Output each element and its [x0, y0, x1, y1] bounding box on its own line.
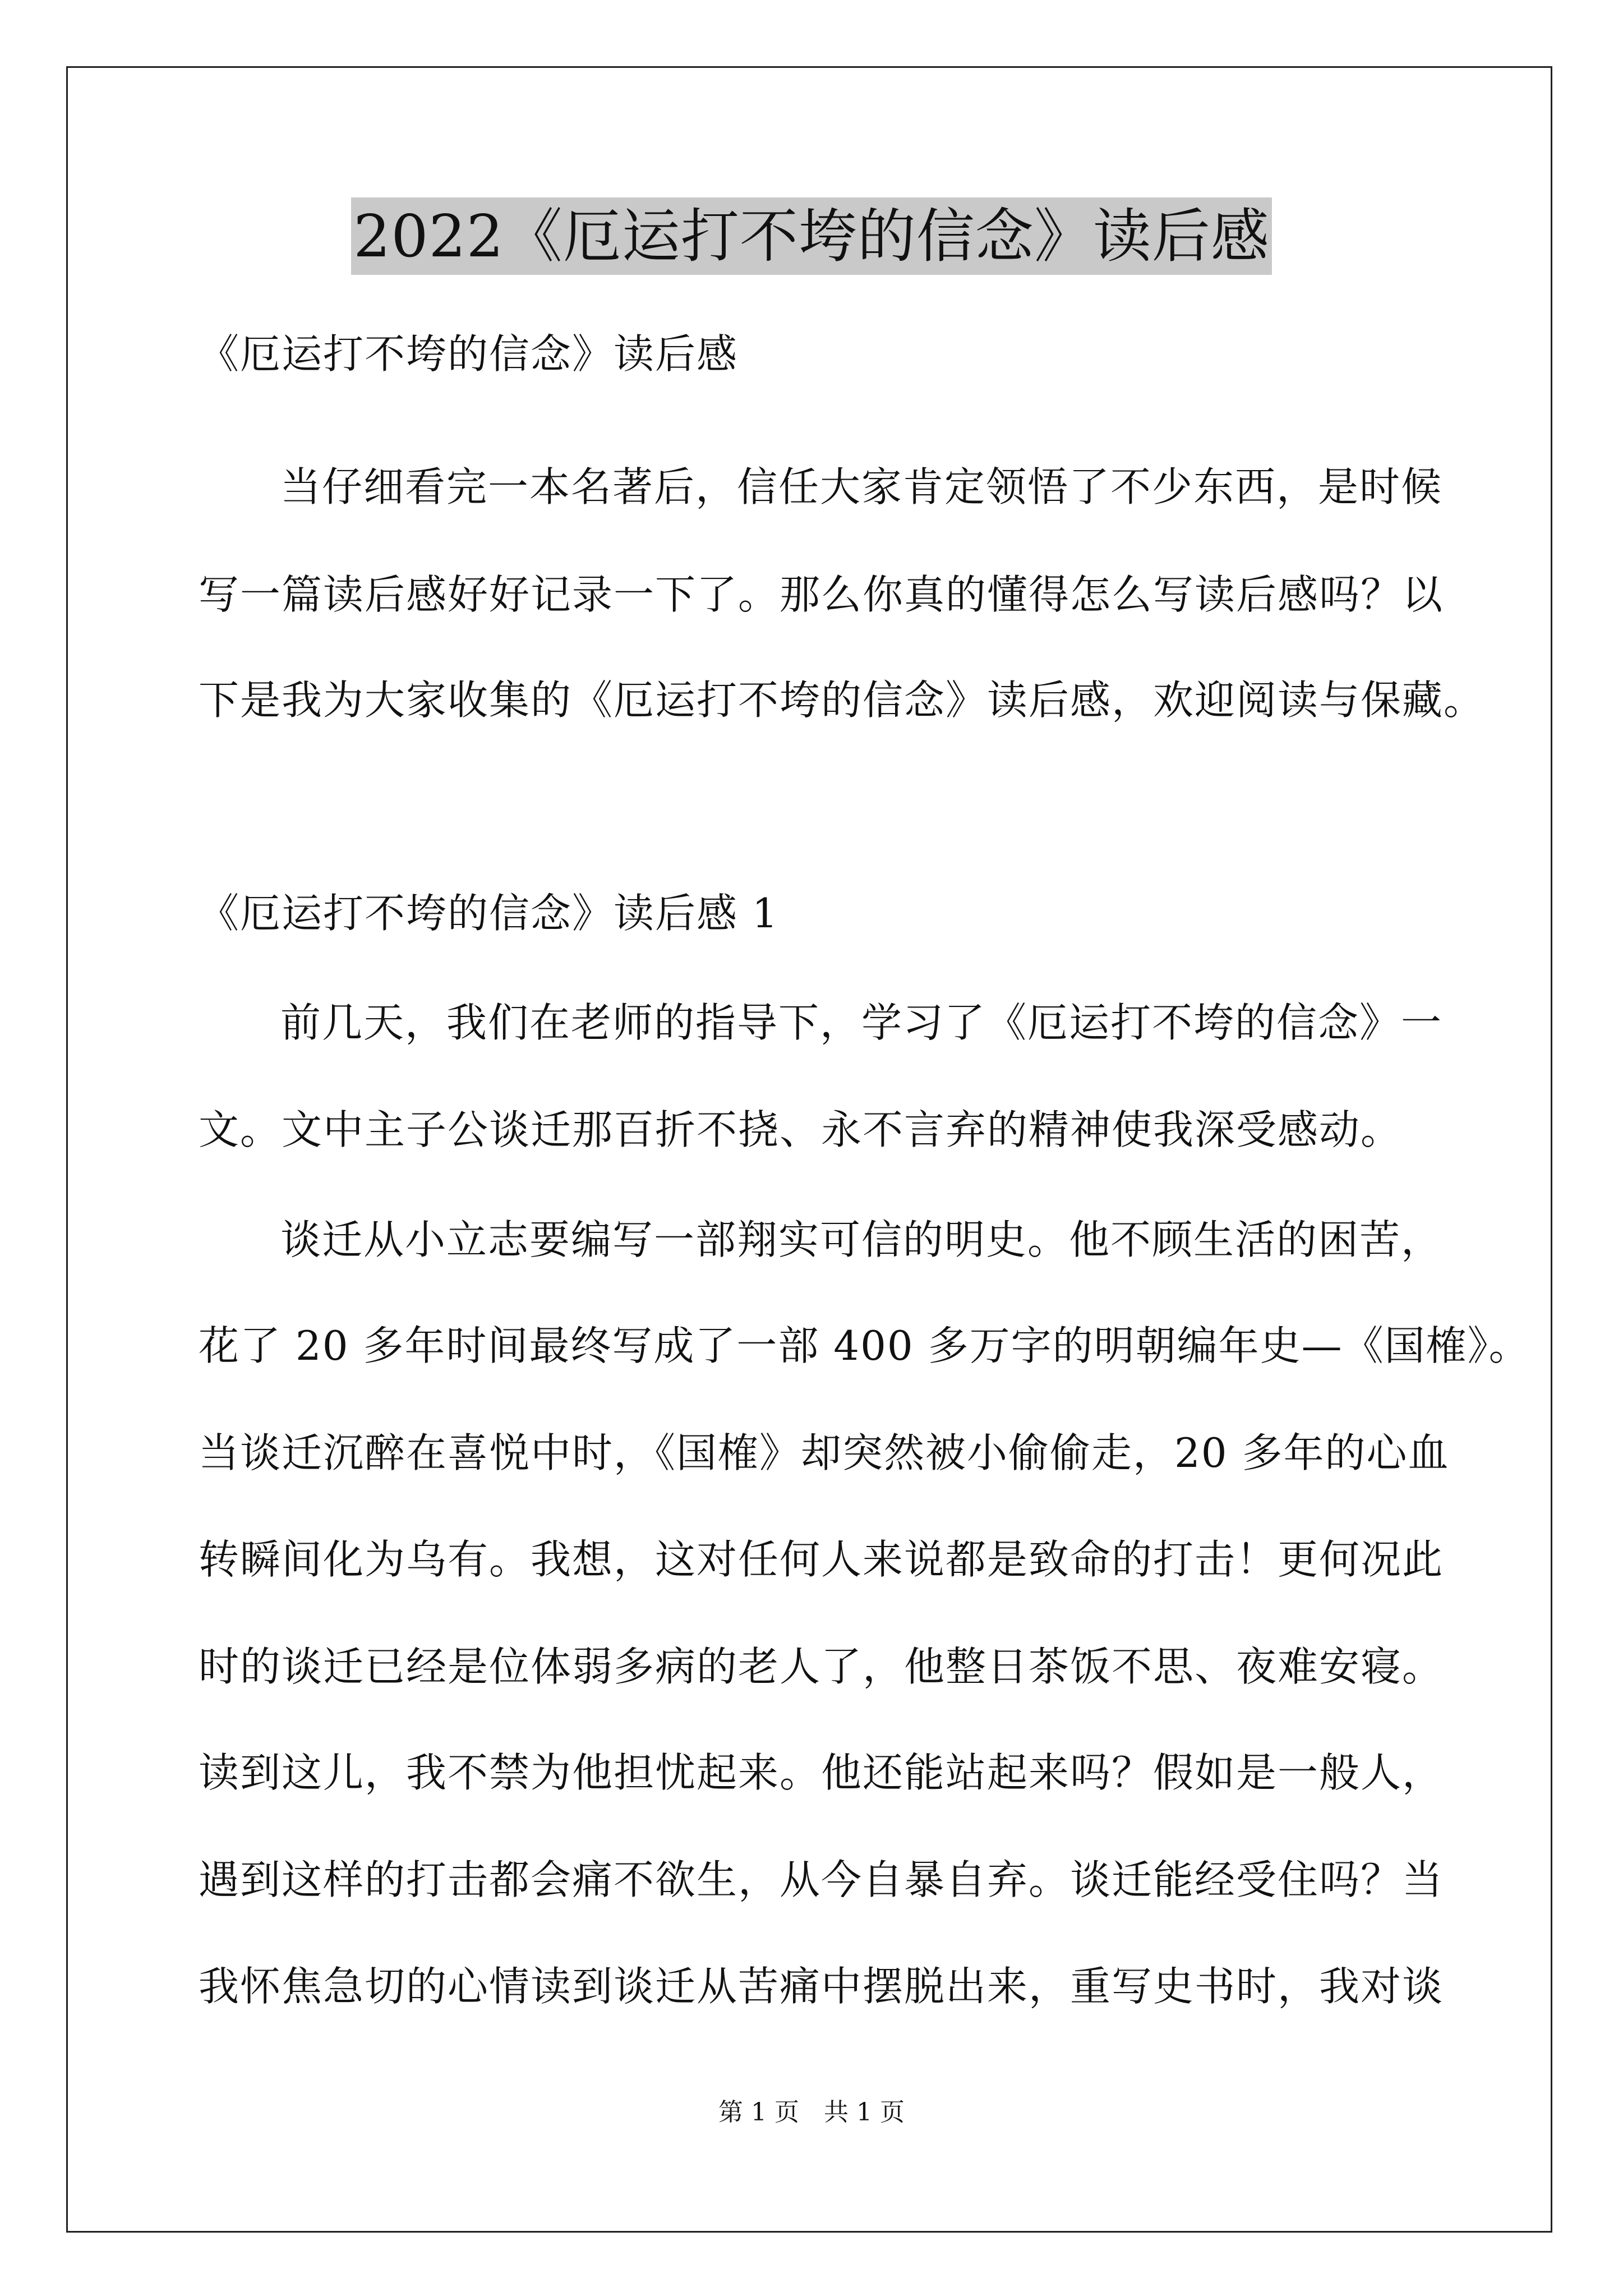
- paragraph-line: 遇到这样的打击都会痛不欲生，从今自暴自弃。谈迁能经受住吗？当: [199, 1856, 1444, 1903]
- paragraph-line: 前几天，我们在老师的指导下，学习了《厄运打不垮的信念》一: [280, 999, 1443, 1046]
- section-heading-intro: 《厄运打不垮的信念》读后感: [199, 330, 739, 378]
- paragraph-line: 下是我为大家收集的《厄运打不垮的信念》读后感，欢迎阅读与保藏。: [199, 677, 1486, 724]
- paragraph-line: 转瞬间化为乌有。我想，这对任何人来说都是致命的打击！更何况此: [199, 1536, 1444, 1583]
- page-footer: 第 1 页 共 1 页: [718, 2098, 905, 2127]
- title-container: [0, 197, 1623, 275]
- paragraph-line: 谈迁从小立志要编写一部翔实可信的明史。他不顾生活的困苦，: [280, 1216, 1443, 1263]
- paragraph-line: 时的谈迁已经是位体弱多病的老人了，他整日茶饭不思、夜难安寝。: [199, 1643, 1444, 1690]
- paragraph-line: 读到这儿，我不禁为他担忧起来。他还能站起来吗？假如是一般人，: [199, 1749, 1444, 1796]
- paragraph-line: 写一篇读后感好好记录一下了。那么你真的懂得怎么写读后感吗？以: [199, 571, 1444, 618]
- paragraph-line: 当仔细看完一本名著后，信任大家肯定领悟了不少东西，是时候: [280, 463, 1443, 510]
- paragraph-line: 花了 20 多年时间最终写成了一部 400 多万字的明朝编年史—《国榷》。: [199, 1322, 1530, 1369]
- document-title: 2022《厄运打不垮的信念》读后感: [351, 197, 1272, 275]
- paragraph-line: 当谈迁沉醉在喜悦中时，《国榷》却突然被小偷偷走，20 多年的心血: [199, 1429, 1450, 1476]
- paragraph-line: 我怀焦急切的心情读到谈迁从苦痛中摆脱出来，重写史书时，我对谈: [199, 1963, 1444, 2010]
- section-heading-1: 《厄运打不垮的信念》读后感 1: [199, 890, 779, 937]
- paragraph-line: 文。文中主子公谈迁那百折不挠、永不言弃的精神使我深受感动。: [199, 1106, 1403, 1153]
